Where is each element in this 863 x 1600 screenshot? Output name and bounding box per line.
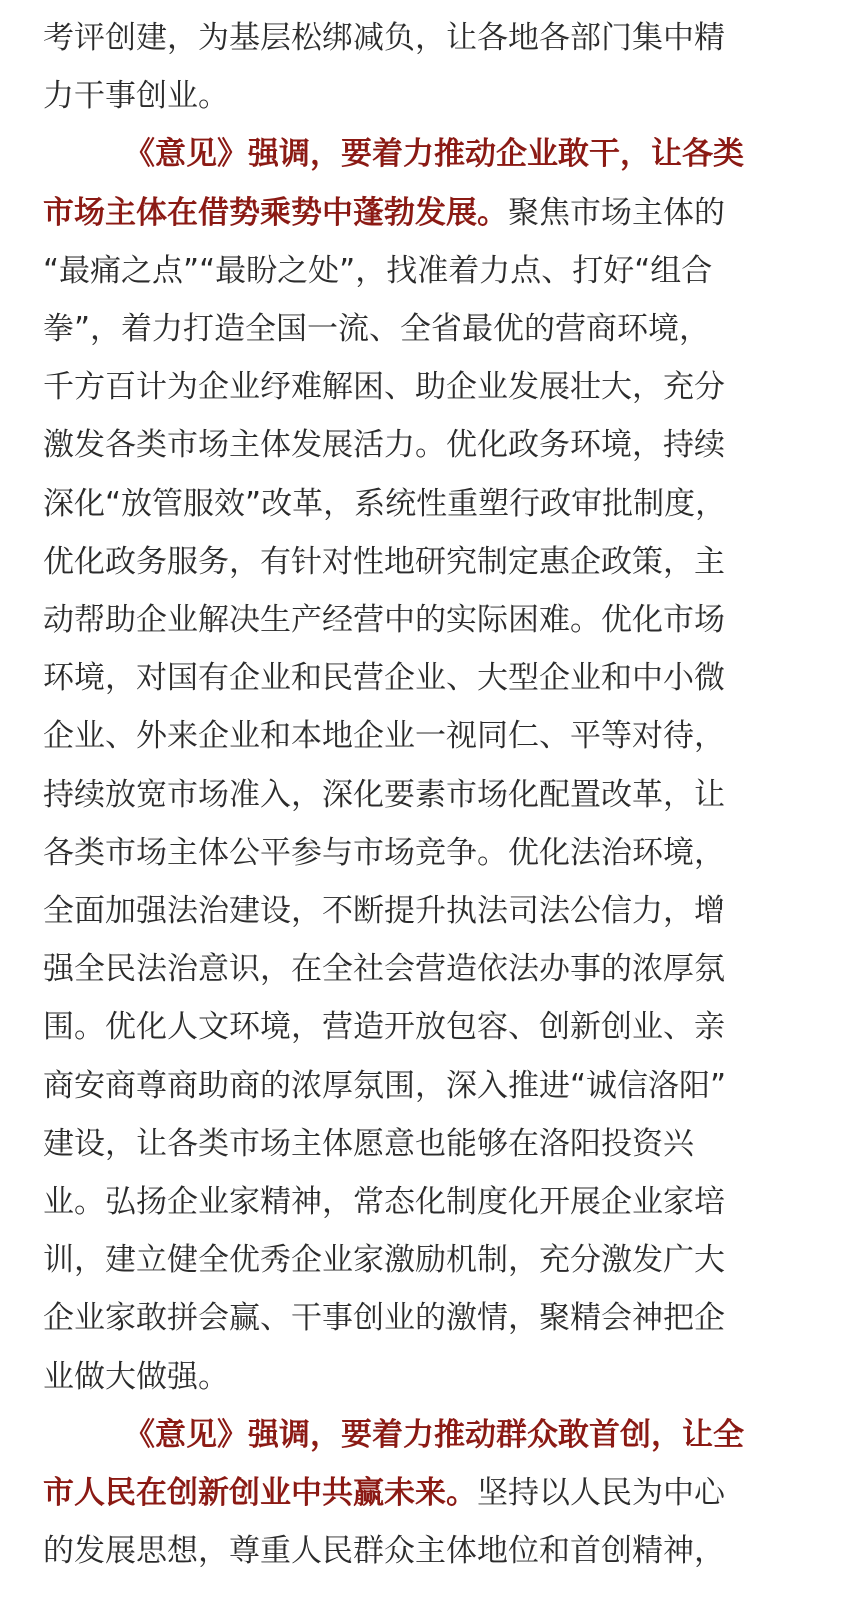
text-line bbox=[124, 125, 820, 183]
text-line bbox=[43, 707, 820, 765]
body-text: 拳”，着力打造全国一流、全省最优的营商环境， bbox=[43, 311, 711, 347]
text-line bbox=[43, 1231, 820, 1289]
body-text: 强全民法治意识，在全社会营造依法办事的浓厚氛 bbox=[43, 951, 725, 988]
text-line bbox=[43, 184, 820, 242]
body-text: 优化政务服务，有针对性地研究制定惠企政策，主 bbox=[43, 543, 725, 580]
text-line bbox=[43, 300, 820, 358]
emphasis-text: 《意见》强调，要着力推动群众敢首创，让全 bbox=[124, 1416, 744, 1453]
text-line bbox=[43, 649, 820, 707]
body-text: 环境，对国有企业和民营企业、大型企业和中小微 bbox=[43, 660, 725, 697]
body-text: 业做大做强。 bbox=[43, 1358, 229, 1395]
body-text: 的发展思想，尊重人民群众主体地位和首创精神， bbox=[43, 1533, 725, 1570]
text-line bbox=[43, 9, 820, 67]
body-text: 围。优化人文环境，营造开放包容、创新创业、亲 bbox=[43, 1009, 725, 1046]
text-line bbox=[43, 1522, 820, 1580]
text-line bbox=[43, 358, 820, 416]
body-text: 全面加强法治建设，不断提升执法司法公信力，增 bbox=[43, 893, 725, 929]
body-text: 动帮助企业解决生产经营中的实际困难。优化市场 bbox=[43, 602, 725, 638]
text-line bbox=[43, 824, 820, 882]
body-text: 力干事创业。 bbox=[43, 78, 229, 115]
body-text: 企业家敢拼会赢、干事创业的激情，聚精会神把企 bbox=[43, 1300, 725, 1337]
body-text: 千方百计为企业纾难解困、助企业发展壮大，充分 bbox=[43, 369, 725, 406]
text-line bbox=[43, 1348, 820, 1406]
body-text: 持续放宽市场准入，深化要素市场化配置改革，让 bbox=[43, 776, 725, 813]
emphasis-text: 市场主体在借势乘势中蓬勃发展。 bbox=[43, 194, 508, 231]
body-text: 激发各类市场主体发展活力。优化政务环境，持续 bbox=[43, 427, 725, 464]
body-text: 考评创建，为基层松绑减负，让各地各部门集中精 bbox=[43, 20, 725, 56]
text-line bbox=[43, 242, 820, 300]
body-text: 商安商尊商助商的浓厚氛围，深入推进“诚信洛阳” bbox=[43, 1067, 727, 1104]
body-text: 建设，让各类市场主体愿意也能够在洛阳投资兴 bbox=[43, 1125, 694, 1162]
text-line bbox=[43, 882, 820, 940]
text-line bbox=[43, 1289, 820, 1347]
text-line bbox=[124, 1406, 820, 1464]
text-line bbox=[43, 1173, 820, 1231]
body-text: 聚焦市场主体的 bbox=[508, 194, 725, 231]
text-line bbox=[43, 940, 820, 998]
text-line bbox=[43, 998, 820, 1056]
body-text: 坚持以人民为中心 bbox=[477, 1475, 725, 1511]
emphasis-text: 《意见》强调，要着力推动企业敢干，让各类 bbox=[124, 136, 744, 173]
text-line bbox=[43, 766, 820, 824]
text-line bbox=[43, 591, 820, 649]
text-line bbox=[43, 533, 820, 591]
body-text: 训，建立健全优秀企业家激励机制，充分激发广大 bbox=[43, 1242, 725, 1279]
text-line bbox=[43, 1464, 820, 1522]
text-line bbox=[43, 67, 820, 125]
text-line bbox=[43, 1057, 820, 1115]
text-line bbox=[43, 1115, 820, 1173]
text-line bbox=[43, 416, 820, 474]
body-text: 企业、外来企业和本地企业一视同仁、平等对待， bbox=[43, 718, 725, 755]
body-text: 深化“放管服效”改革，系统性重塑行政审批制度， bbox=[43, 485, 727, 522]
emphasis-text: 市人民在创新创业中共赢未来。 bbox=[43, 1475, 477, 1511]
body-text: “最痛之点”“最盼之处”，找准着力点、打好“组合 bbox=[43, 252, 713, 289]
body-text: 业。弘扬企业家精神，常态化制度化开展企业家培 bbox=[43, 1184, 725, 1220]
body-text: 各类市场主体公平参与市场竞争。优化法治环境， bbox=[43, 834, 725, 871]
text-line bbox=[43, 475, 820, 533]
